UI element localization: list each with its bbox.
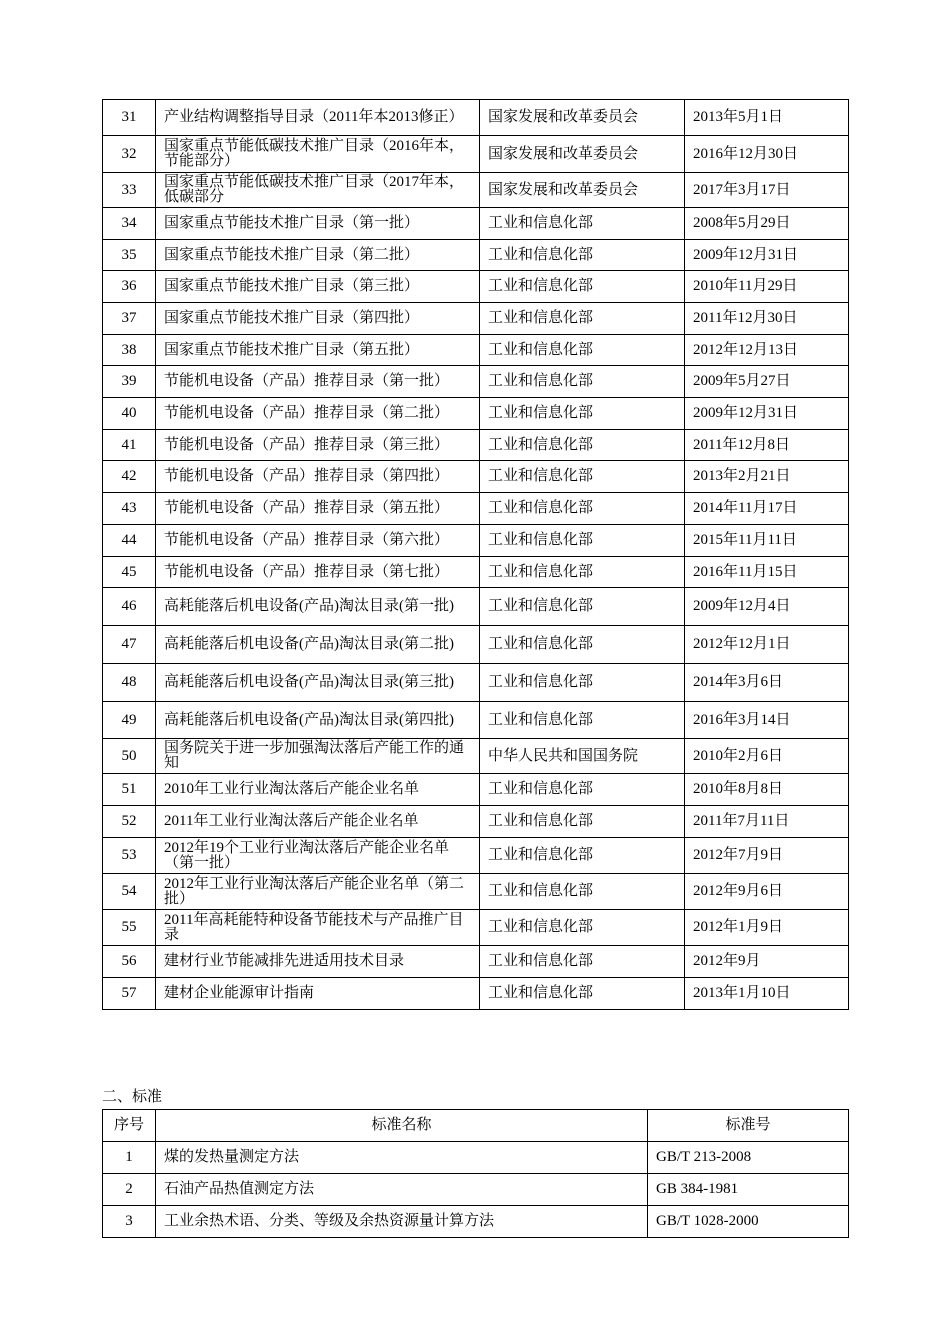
row-number: 40: [103, 398, 156, 430]
issuing-authority: 工业和信息化部: [480, 910, 685, 946]
issuing-authority: 工业和信息化部: [480, 557, 685, 588]
row-number: 31: [103, 100, 156, 136]
issuing-authority: 工业和信息化部: [480, 838, 685, 874]
catalog-name: 节能机电设备（产品）推荐目录（第三批）: [156, 430, 480, 461]
issuing-authority: 工业和信息化部: [480, 398, 685, 430]
catalog-name: 国家重点节能技术推广目录（第四批）: [156, 303, 480, 335]
table-row: [103, 303, 849, 335]
table-row: [103, 493, 849, 525]
row-number: 51: [103, 774, 156, 806]
row-number: 50: [103, 739, 156, 774]
issue-date: 2016年11月15日: [685, 557, 849, 588]
catalog-name: 节能机电设备（产品）推荐目录（第六批）: [156, 525, 480, 557]
row-number: 52: [103, 806, 156, 838]
issue-date: 2017年3月17日: [685, 173, 849, 208]
row-number: 41: [103, 430, 156, 461]
catalog-name: 高耗能落后机电设备(产品)淘汰目录(第四批): [156, 702, 480, 739]
standard-code: GB/T 213-2008: [648, 1142, 849, 1174]
row-number: 3: [103, 1206, 156, 1238]
issuing-authority: 工业和信息化部: [480, 430, 685, 461]
issuing-authority: 工业和信息化部: [480, 588, 685, 626]
row-number: 48: [103, 664, 156, 702]
catalog-name: 国家重点节能技术推广目录（第三批）: [156, 271, 480, 303]
issue-date: 2014年3月6日: [685, 664, 849, 702]
issuing-authority: 工业和信息化部: [480, 774, 685, 806]
catalog-name: 国务院关于进一步加强淘汰落后产能工作的通知: [156, 739, 480, 774]
section-heading-standards: 二、标准: [102, 1089, 163, 1105]
table-row: [103, 739, 849, 774]
table-row: [103, 806, 849, 838]
standard-name: 煤的发热量测定方法: [156, 1142, 648, 1174]
header-no: 序号: [103, 1110, 156, 1142]
row-number: 55: [103, 910, 156, 946]
table-row: [103, 430, 849, 461]
table-row: [103, 100, 849, 136]
issue-date: 2009年12月31日: [685, 240, 849, 271]
row-number: 44: [103, 525, 156, 557]
issuing-authority: 工业和信息化部: [480, 366, 685, 398]
table-row: [103, 1174, 849, 1206]
table-row: [103, 525, 849, 557]
issue-date: 2008年5月29日: [685, 208, 849, 240]
issue-date: 2012年9月6日: [685, 874, 849, 910]
table-row: [103, 208, 849, 240]
catalog-name: 节能机电设备（产品）推荐目录（第四批）: [156, 461, 480, 493]
row-number: 45: [103, 557, 156, 588]
row-number: 33: [103, 173, 156, 208]
issuing-authority: 工业和信息化部: [480, 525, 685, 557]
catalog-name: 建材企业能源审计指南: [156, 978, 480, 1010]
issue-date: 2012年9月: [685, 946, 849, 978]
row-number: 38: [103, 335, 156, 366]
issue-date: 2015年11月11日: [685, 525, 849, 557]
issue-date: 2010年8月8日: [685, 774, 849, 806]
row-number: 36: [103, 271, 156, 303]
standards-table: [102, 1109, 849, 1238]
row-number: 35: [103, 240, 156, 271]
issue-date: 2011年12月30日: [685, 303, 849, 335]
issue-date: 2016年3月14日: [685, 702, 849, 739]
issuing-authority: 工业和信息化部: [480, 208, 685, 240]
issuing-authority: 工业和信息化部: [480, 240, 685, 271]
table-row: [103, 910, 849, 946]
issuing-authority: 工业和信息化部: [480, 335, 685, 366]
catalog-name: 建材行业节能减排先进适用技术目录: [156, 946, 480, 978]
row-number: 34: [103, 208, 156, 240]
catalog-name: 国家重点节能技术推广目录（第五批）: [156, 335, 480, 366]
table-row: [103, 335, 849, 366]
catalog-name: 2012年工业行业淘汰落后产能企业名单（第二批）: [156, 874, 480, 910]
table-row: [103, 774, 849, 806]
row-number: 53: [103, 838, 156, 874]
issue-date: 2011年7月11日: [685, 806, 849, 838]
header-code: 标准号: [648, 1110, 849, 1142]
issuing-authority: 工业和信息化部: [480, 946, 685, 978]
issue-date: 2013年5月1日: [685, 100, 849, 136]
issuing-authority: 工业和信息化部: [480, 874, 685, 910]
issuing-authority: 工业和信息化部: [480, 664, 685, 702]
table-row: [103, 1206, 849, 1238]
catalog-name: 2011年高耗能特种设备节能技术与产品推广目录: [156, 910, 480, 946]
table-row: [103, 664, 849, 702]
standard-code: GB 384-1981: [648, 1174, 849, 1206]
policy-catalog-table: [102, 99, 849, 1010]
row-number: 46: [103, 588, 156, 626]
catalog-name: 节能机电设备（产品）推荐目录（第一批）: [156, 366, 480, 398]
row-number: 39: [103, 366, 156, 398]
issue-date: 2012年12月13日: [685, 335, 849, 366]
issuing-authority: 工业和信息化部: [480, 271, 685, 303]
catalog-name: 国家重点节能低碳技术推广目录（2017年本，低碳部分: [156, 173, 480, 208]
catalog-name: 国家重点节能低碳技术推广目录（2016年本，节能部分）: [156, 136, 480, 173]
header-name: 标准名称: [156, 1110, 648, 1142]
catalog-name: 产业结构调整指导目录（2011年本2013修正）: [156, 100, 480, 136]
table-row: [103, 946, 849, 978]
issue-date: 2012年7月9日: [685, 838, 849, 874]
issue-date: 2009年12月4日: [685, 588, 849, 626]
standard-name: 工业余热术语、分类、等级及余热资源量计算方法: [156, 1206, 648, 1238]
issuing-authority: 国家发展和改革委员会: [480, 173, 685, 208]
table-row: [103, 838, 849, 874]
row-number: 49: [103, 702, 156, 739]
row-number: 57: [103, 978, 156, 1010]
row-number: 54: [103, 874, 156, 910]
table-row: [103, 1142, 849, 1174]
issue-date: 2016年12月30日: [685, 136, 849, 173]
row-number: 56: [103, 946, 156, 978]
issue-date: 2012年1月9日: [685, 910, 849, 946]
table-row: [103, 702, 849, 739]
row-number: 32: [103, 136, 156, 173]
table-row: [103, 461, 849, 493]
issuing-authority: 工业和信息化部: [480, 493, 685, 525]
table-row: [103, 588, 849, 626]
issue-date: 2013年1月10日: [685, 978, 849, 1010]
standards-header-row: [103, 1110, 849, 1142]
catalog-name: 2012年19个工业行业淘汰落后产能企业名单（第一批）: [156, 838, 480, 874]
catalog-name: 高耗能落后机电设备(产品)淘汰目录(第二批): [156, 626, 480, 664]
table-row: [103, 398, 849, 430]
table-row: [103, 978, 849, 1010]
issuing-authority: 工业和信息化部: [480, 626, 685, 664]
row-number: 43: [103, 493, 156, 525]
issuing-authority: 国家发展和改革委员会: [480, 136, 685, 173]
row-number: 2: [103, 1174, 156, 1206]
catalog-name: 高耗能落后机电设备(产品)淘汰目录(第三批): [156, 664, 480, 702]
standard-code: GB/T 1028-2000: [648, 1206, 849, 1238]
issuing-authority: 工业和信息化部: [480, 978, 685, 1010]
policy-catalog-body: [103, 100, 849, 1010]
catalog-name: 高耗能落后机电设备(产品)淘汰目录(第一批): [156, 588, 480, 626]
issue-date: 2013年2月21日: [685, 461, 849, 493]
issuing-authority: 工业和信息化部: [480, 303, 685, 335]
catalog-name: 国家重点节能技术推广目录（第二批）: [156, 240, 480, 271]
issue-date: 2011年12月8日: [685, 430, 849, 461]
catalog-name: 节能机电设备（产品）推荐目录（第二批）: [156, 398, 480, 430]
table-row: [103, 173, 849, 208]
catalog-name: 国家重点节能技术推广目录（第一批）: [156, 208, 480, 240]
catalog-name: 节能机电设备（产品）推荐目录（第五批）: [156, 493, 480, 525]
catalog-name: 2011年工业行业淘汰落后产能企业名单: [156, 806, 480, 838]
issue-date: 2009年5月27日: [685, 366, 849, 398]
catalog-name: 节能机电设备（产品）推荐目录（第七批）: [156, 557, 480, 588]
issuing-authority: 工业和信息化部: [480, 702, 685, 739]
issuing-authority: 国家发展和改革委员会: [480, 100, 685, 136]
issue-date: 2010年2月6日: [685, 739, 849, 774]
standards-body: [103, 1142, 849, 1238]
issuing-authority: 中华人民共和国国务院: [480, 739, 685, 774]
issuing-authority: 工业和信息化部: [480, 806, 685, 838]
row-number: 42: [103, 461, 156, 493]
table-row: [103, 136, 849, 173]
table-row: [103, 557, 849, 588]
issue-date: 2012年12月1日: [685, 626, 849, 664]
issue-date: 2014年11月17日: [685, 493, 849, 525]
standard-name: 石油产品热值测定方法: [156, 1174, 648, 1206]
issue-date: 2009年12月31日: [685, 398, 849, 430]
table-row: [103, 271, 849, 303]
table-row: [103, 366, 849, 398]
catalog-name: 2010年工业行业淘汰落后产能企业名单: [156, 774, 480, 806]
table-row: [103, 240, 849, 271]
issue-date: 2010年11月29日: [685, 271, 849, 303]
row-number: 37: [103, 303, 156, 335]
issuing-authority: 工业和信息化部: [480, 461, 685, 493]
row-number: 47: [103, 626, 156, 664]
table-row: [103, 626, 849, 664]
row-number: 1: [103, 1142, 156, 1174]
table-row: [103, 874, 849, 910]
